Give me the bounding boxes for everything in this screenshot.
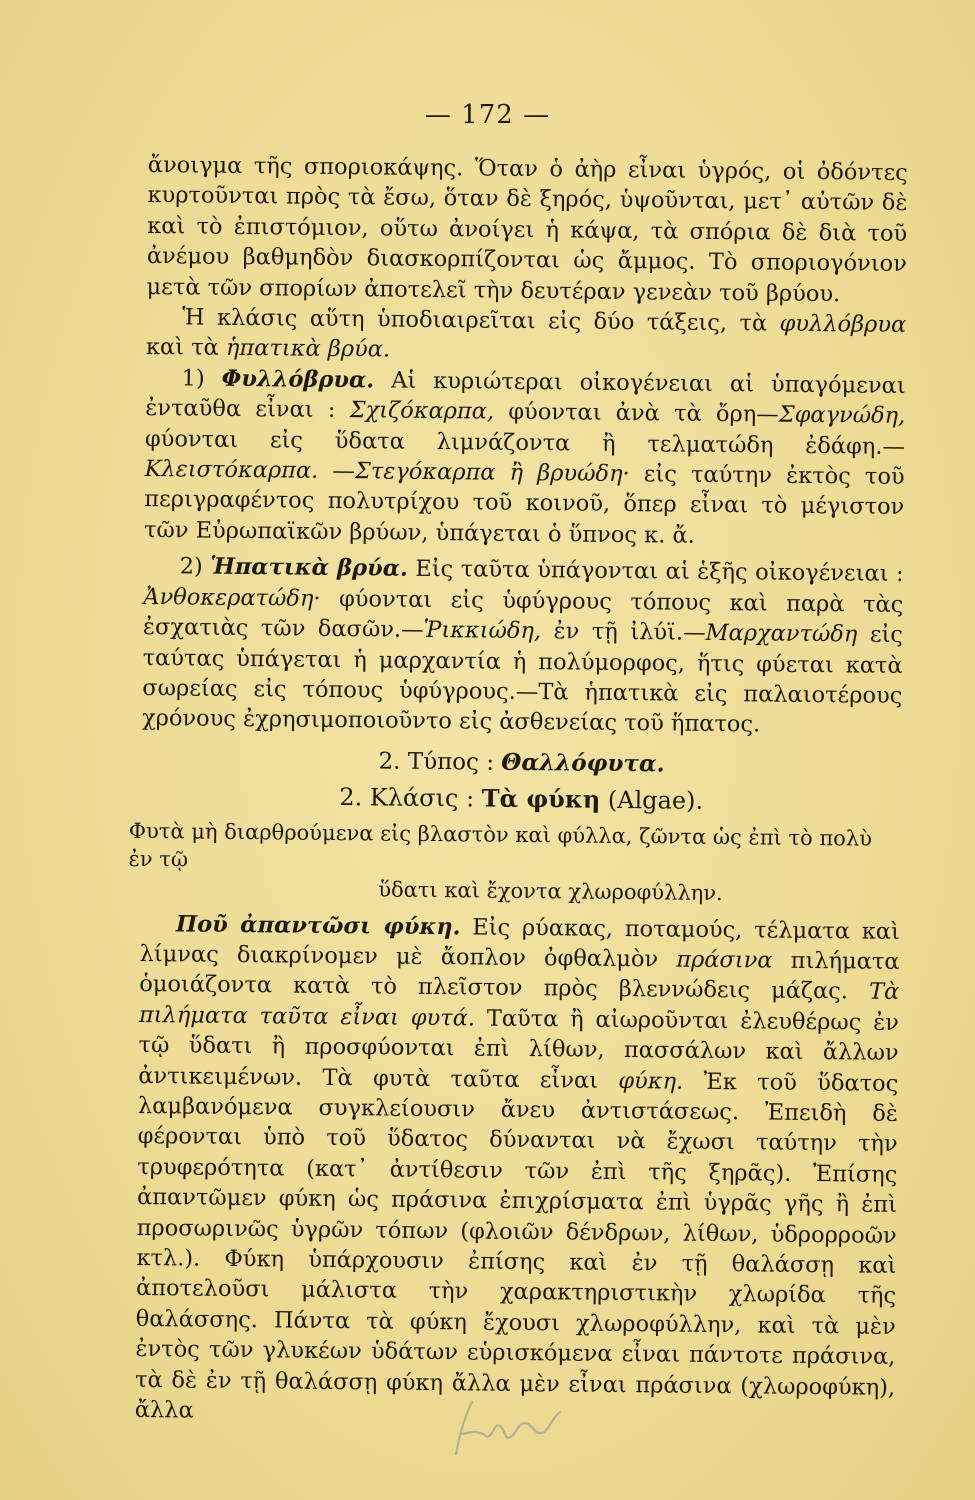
term-stegokarpa: Στεγόκαρπα ἢ βρυώδη· (354, 458, 630, 488)
paragraph-algae-habitat (135, 908, 900, 1433)
term-schizokarpa: Σχιζόκαρπα, (349, 397, 495, 425)
paragraph-spore-capsule: ἄνοιγμα τῆς σποριοκάψης. Ὅταν ὁ ἀὴρ εἶναι ὑγρός, οἱ ὀδόντες κυρτοῦνται πρὸς τὰ ἔσω, ὅταν δὲ ξηρός, ὑψοῦνται, μετ᾿ αὐτῶν δὲ καὶ τὸ ἐπιστόμιον, οὕτω ἀνοίγει ἡ κάψα, τὰ σπόρια δὲ διὰ τοῦ ἀνέμου βαθμηδὸν διασκορπίζονται ὡς ἄμμος. Τὸ σποριογόνιον μετὰ τῶν σπορίων ἀποτελεῖ τὴν δευτέραν γενεὰν τοῦ βρύου. (146, 151, 908, 307)
term-fyllovrya: φυλλόβρυα (779, 310, 907, 338)
ipatika-text: Εἰς ταῦτα ὑπάγονται αἱ ἑξῆς οἰκογένειαι : (415, 556, 904, 588)
ipatika-text: φύονται εἰς ὑφύγρους τόπους καὶ παρὰ τὰς ἐσχατιὰς τῶν δασῶν.— (142, 585, 904, 644)
dash: — (332, 458, 356, 485)
algae-text: Ἐκ τοῦ ὕδατος λαμβανόμενα συγκλείουσιν ἄνευ ἀντιστάσεως. Ἐπειδὴ δὲ φέρονται ὑπὸ τοῦ ὕδατος δύνανται νὰ ἔχωσι ταύτην τὴν τρυφερότητα (κατ᾿ ἀντίθεσιν τῶν ἐπὶ τῆς ξηρᾶς). Ἐπίσης ἀπαντῶμεν φύκη ὡς πράσινα ἐπιχρίσματα ἐπὶ ὑγρᾶς γῆς ἢ ἐπὶ προσωρινῶς ὑγρῶν τόπων (φλοιῶν δένδρων, λίθων, ὑδρορροῶν κτλ.). Φύκη ὑπάρχουσιν ἐπίσης καὶ ἐν τῇ θαλάσσῃ καὶ ἀποτελοῦσι μάλιστα τὴν χαρακτηριστικὴν χλωρίδα τῆς θαλάσσης. Πάντα τὰ φύκη ἔχουσι χλωροφύλλην, καὶ τὰ μὲν ἐντὸς τῶν γλυκέων ὑδάτων εὑρισκόμενα εἶναι πάντοτε πράσινα, τὰ δὲ ἐν τῇ θαλάσσῃ φύκη ἄλλα μὲν εἶναι πράσινα (χλωροφύκη), ἄλλα (134, 1068, 899, 1424)
page-number: — 172 — (424, 100, 551, 130)
algae-text: Ταῦτα ἢ αἰωροῦνται ἐλευθέρως ἐν τῷ ὕδατι ἢ προσφύονται ἐπὶ λίθων, πασσάλων καὶ ἄλλων ἀντικειμένων. Τὰ φυτὰ ταῦτα εἶναι (138, 1005, 900, 1094)
class-division-text: Ἡ κλάσις αὕτη ὑποδιαιρεῖται εἰς δύο τάξεις, τὰ (182, 304, 768, 337)
class-definition (128, 816, 901, 908)
section-number: 1) (181, 365, 205, 392)
algae-text: Εἰς ρύακας, ποταμούς, τέλματα καὶ λίμνας διακρίνομεν μὲ ἄοπλον ὀφθαλμὸν (139, 913, 901, 973)
section-heading-fyllovrya: Φυλλόβρυα. (221, 365, 375, 394)
term-sfagnodi: Σφαγνώδη, (778, 401, 906, 430)
term-rikkiodi: Ῥικκιώδη, (423, 617, 542, 645)
class-latin-name: (Algae). (607, 785, 704, 815)
term-ipatika: ἡπατικὰ βρύα. (225, 335, 391, 363)
type-label: 2. Τύπος : (378, 748, 495, 776)
type-heading (141, 744, 901, 782)
algae-emphasis: Τὰ πιλήματα ταῦτα εἶναι φυτά. (138, 978, 900, 1032)
class-name: Τὰ φύκη (481, 783, 601, 814)
class-heading (141, 780, 901, 818)
class-label: 2. Κλάσις : (339, 783, 475, 813)
type-name: Θαλλόφυτα. (501, 748, 665, 778)
fyllovrya-text: εἰς ταύτην ἐκτὸς τοῦ περιγραφέντος πολυτρίχου τοῦ κοινοῦ, ὅπερ εἶναι τὸ μέγιστον τῶν Εὐρωπαϊκῶν βρύων, ὑπάγεται ὁ ὕπνος κ. ἄ. (143, 461, 905, 549)
term-kleistokarpa: Κλειστόκαρπα. (144, 456, 319, 484)
paragraph-class-division (146, 302, 907, 371)
section-number: 2) (179, 553, 203, 580)
term-prasina: πράσινα (676, 946, 773, 974)
paragraph-ipatika (142, 551, 904, 741)
algae-heading: Ποῦ ἀπαντῶσι φύκη. (175, 910, 461, 940)
fyllovrya-text: φύονται εἰς ὕδατα λιμνάζοντα ἢ τελματώδη ἐδάφη.— (144, 425, 906, 460)
handwritten-mark-icon (448, 1392, 568, 1462)
term-fyki: φύκη. (618, 1067, 684, 1095)
class-division-joiner: καὶ τὰ (145, 334, 219, 362)
term-marchantodi: Μαρχαντώδη (705, 619, 858, 648)
definition-line: ὕδατι καὶ ἔχοντα χλωροφύλλην. (378, 876, 723, 905)
section-heading-ipatika: Ἡπατικὰ βρύα. (210, 553, 408, 583)
paragraph-fyllovrya (144, 363, 906, 553)
fyllovrya-text: φύονται ἀνὰ τὰ ὄρη— (508, 399, 779, 428)
ipatika-text: ἐν τῇ ἰλύϊ.— (553, 618, 706, 646)
ipatika-text: εἰς ταύτας ὑπάγεται ἡ μαρχαντία ἡ πολύμορφος, ἥτις φύεται κατὰ σωρείας εἰς τόπους ὑφύγρους.—Τὰ ἡπατικὰ εἰς παλαιοτέρους χρόνους ἐχρησιμοποιοῦντο εἰς ἀσθενείας τοῦ ἥπατος. (141, 621, 904, 738)
text-body (128, 150, 908, 1433)
fyllovrya-text: Αἱ κυριώτεραι οἰκογένειαι αἱ ὑπαγόμεναι ἐνταῦθα εἶναι : (145, 367, 906, 424)
algae-text: πιλήματα ὁμοιάζοντα κατὰ τὸ πλεῖστον πρὸς βλεννώδεις μάζας. (139, 947, 900, 1005)
definition-line: Φυτὰ μὴ διαρθρούμενα εἰς βλαστὸν καὶ φύλλα, ζῶντα ὡς ἐπὶ τὸ πολὺ ἐν τῷ (128, 818, 873, 871)
term-anthokeratodi: Ἀνθοκερατώδη· (143, 583, 321, 612)
